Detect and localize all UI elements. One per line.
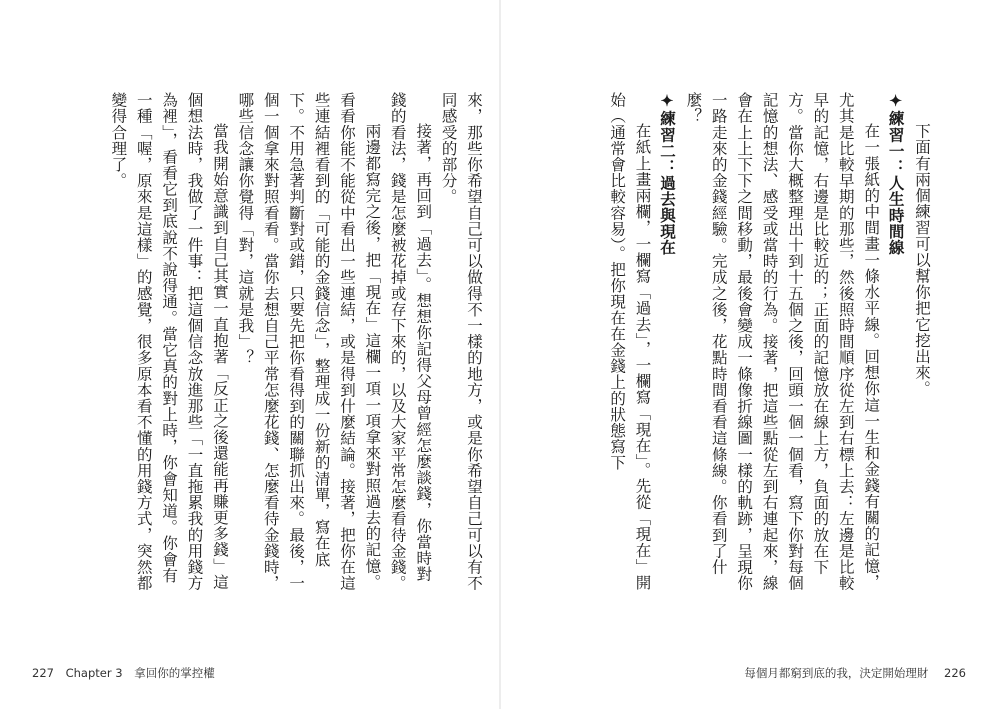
left-page-footer <box>32 665 223 681</box>
left-page-body <box>26 92 486 592</box>
exercise-1-heading: ✦練習一：人生時間線 <box>886 92 906 256</box>
paragraph: 當我開始意識到自己其實一直抱著「反正之後還能再賺更多錢」這個想法時，我做了一件事：把這個信念放進那些「一直拖累我的用錢方為裡」，看看它到底說不說得通。當它真的對上時，你會知道。你會有一種「喔，原來是這樣」的感覺，很多原本看不懂的用錢方式，突然都變得合理了。 <box>109 92 229 592</box>
exercise-2-heading: ✦練習二：過去與現在 <box>657 92 677 256</box>
intro-line: 下面有兩個練習可以幫你把它挖出來。 <box>913 123 931 397</box>
page-number: 226 <box>944 666 966 680</box>
running-title: 每個月都窮到底的我，決定開始理財 <box>744 666 929 680</box>
exercise-2-text: 在紙上畫兩欄，一欄寫「過去」，一欄寫「現在」。先從「現在」開始（通常會比較容易）。把你現在在金錢上的狀態寫下 <box>608 92 652 591</box>
paragraph: 來，那些你希望自己可以做得不一樣的地方，或是你希望自己可以有不同感受的部分。 <box>439 92 483 592</box>
right-page <box>500 0 1000 709</box>
right-page-body <box>474 92 934 592</box>
right-page-footer <box>732 665 966 681</box>
paragraph: 兩邊都寫完之後，把「現在」這欄一項一項拿來對照過去的記憶。看看你能不能從中看出一些連結，或是得到什麼結論。接著，把你在這些連結裡看到的「可能的金錢信念」，整理成一份新的清單，寫在底下。不用急著判斷對或錯，只要先把你看得到的關聯抓出來。最後，一個一個拿來對照看看。當你去想自己平常怎麼花錢、怎麼看待金錢時，哪些信念讓你覺得「對，這就是我」？ <box>236 92 382 592</box>
paragraph: 接著，再回到「過去」。想想你記得父母曾經怎麼談錢，你當時對錢的看法，錢是怎麼被花掉或存下來的，以及大家平常怎麼看待金錢。 <box>388 92 433 592</box>
chapter-label: Chapter 3 <box>65 666 123 680</box>
exercise-1-text: 在一張紙的中間畫一條水平線。回想你這一生和金錢有關的記憶，尤其是比較早期的那些，然後照時間順序從左到右標上去：左邊是比較早的記憶，右邊是比較近的；正面的記憶放在線上方，負面的放在下方。當你大概整理出十到十五個之後，回頭一個一個看，寫下你對每個記憶的想法、感受或當時的行為。接著，把這些點從左到右連起來，線會在上上下下之間移動，最後會變成一條像折線圖一樣的軌跡，呈現你一路走來的金錢經驗。完成之後，花點時間看看這條線。你看到了什麼？ <box>684 92 881 592</box>
page-number: 227 <box>32 666 54 680</box>
chapter-title: 拿回你的掌控權 <box>134 666 215 680</box>
